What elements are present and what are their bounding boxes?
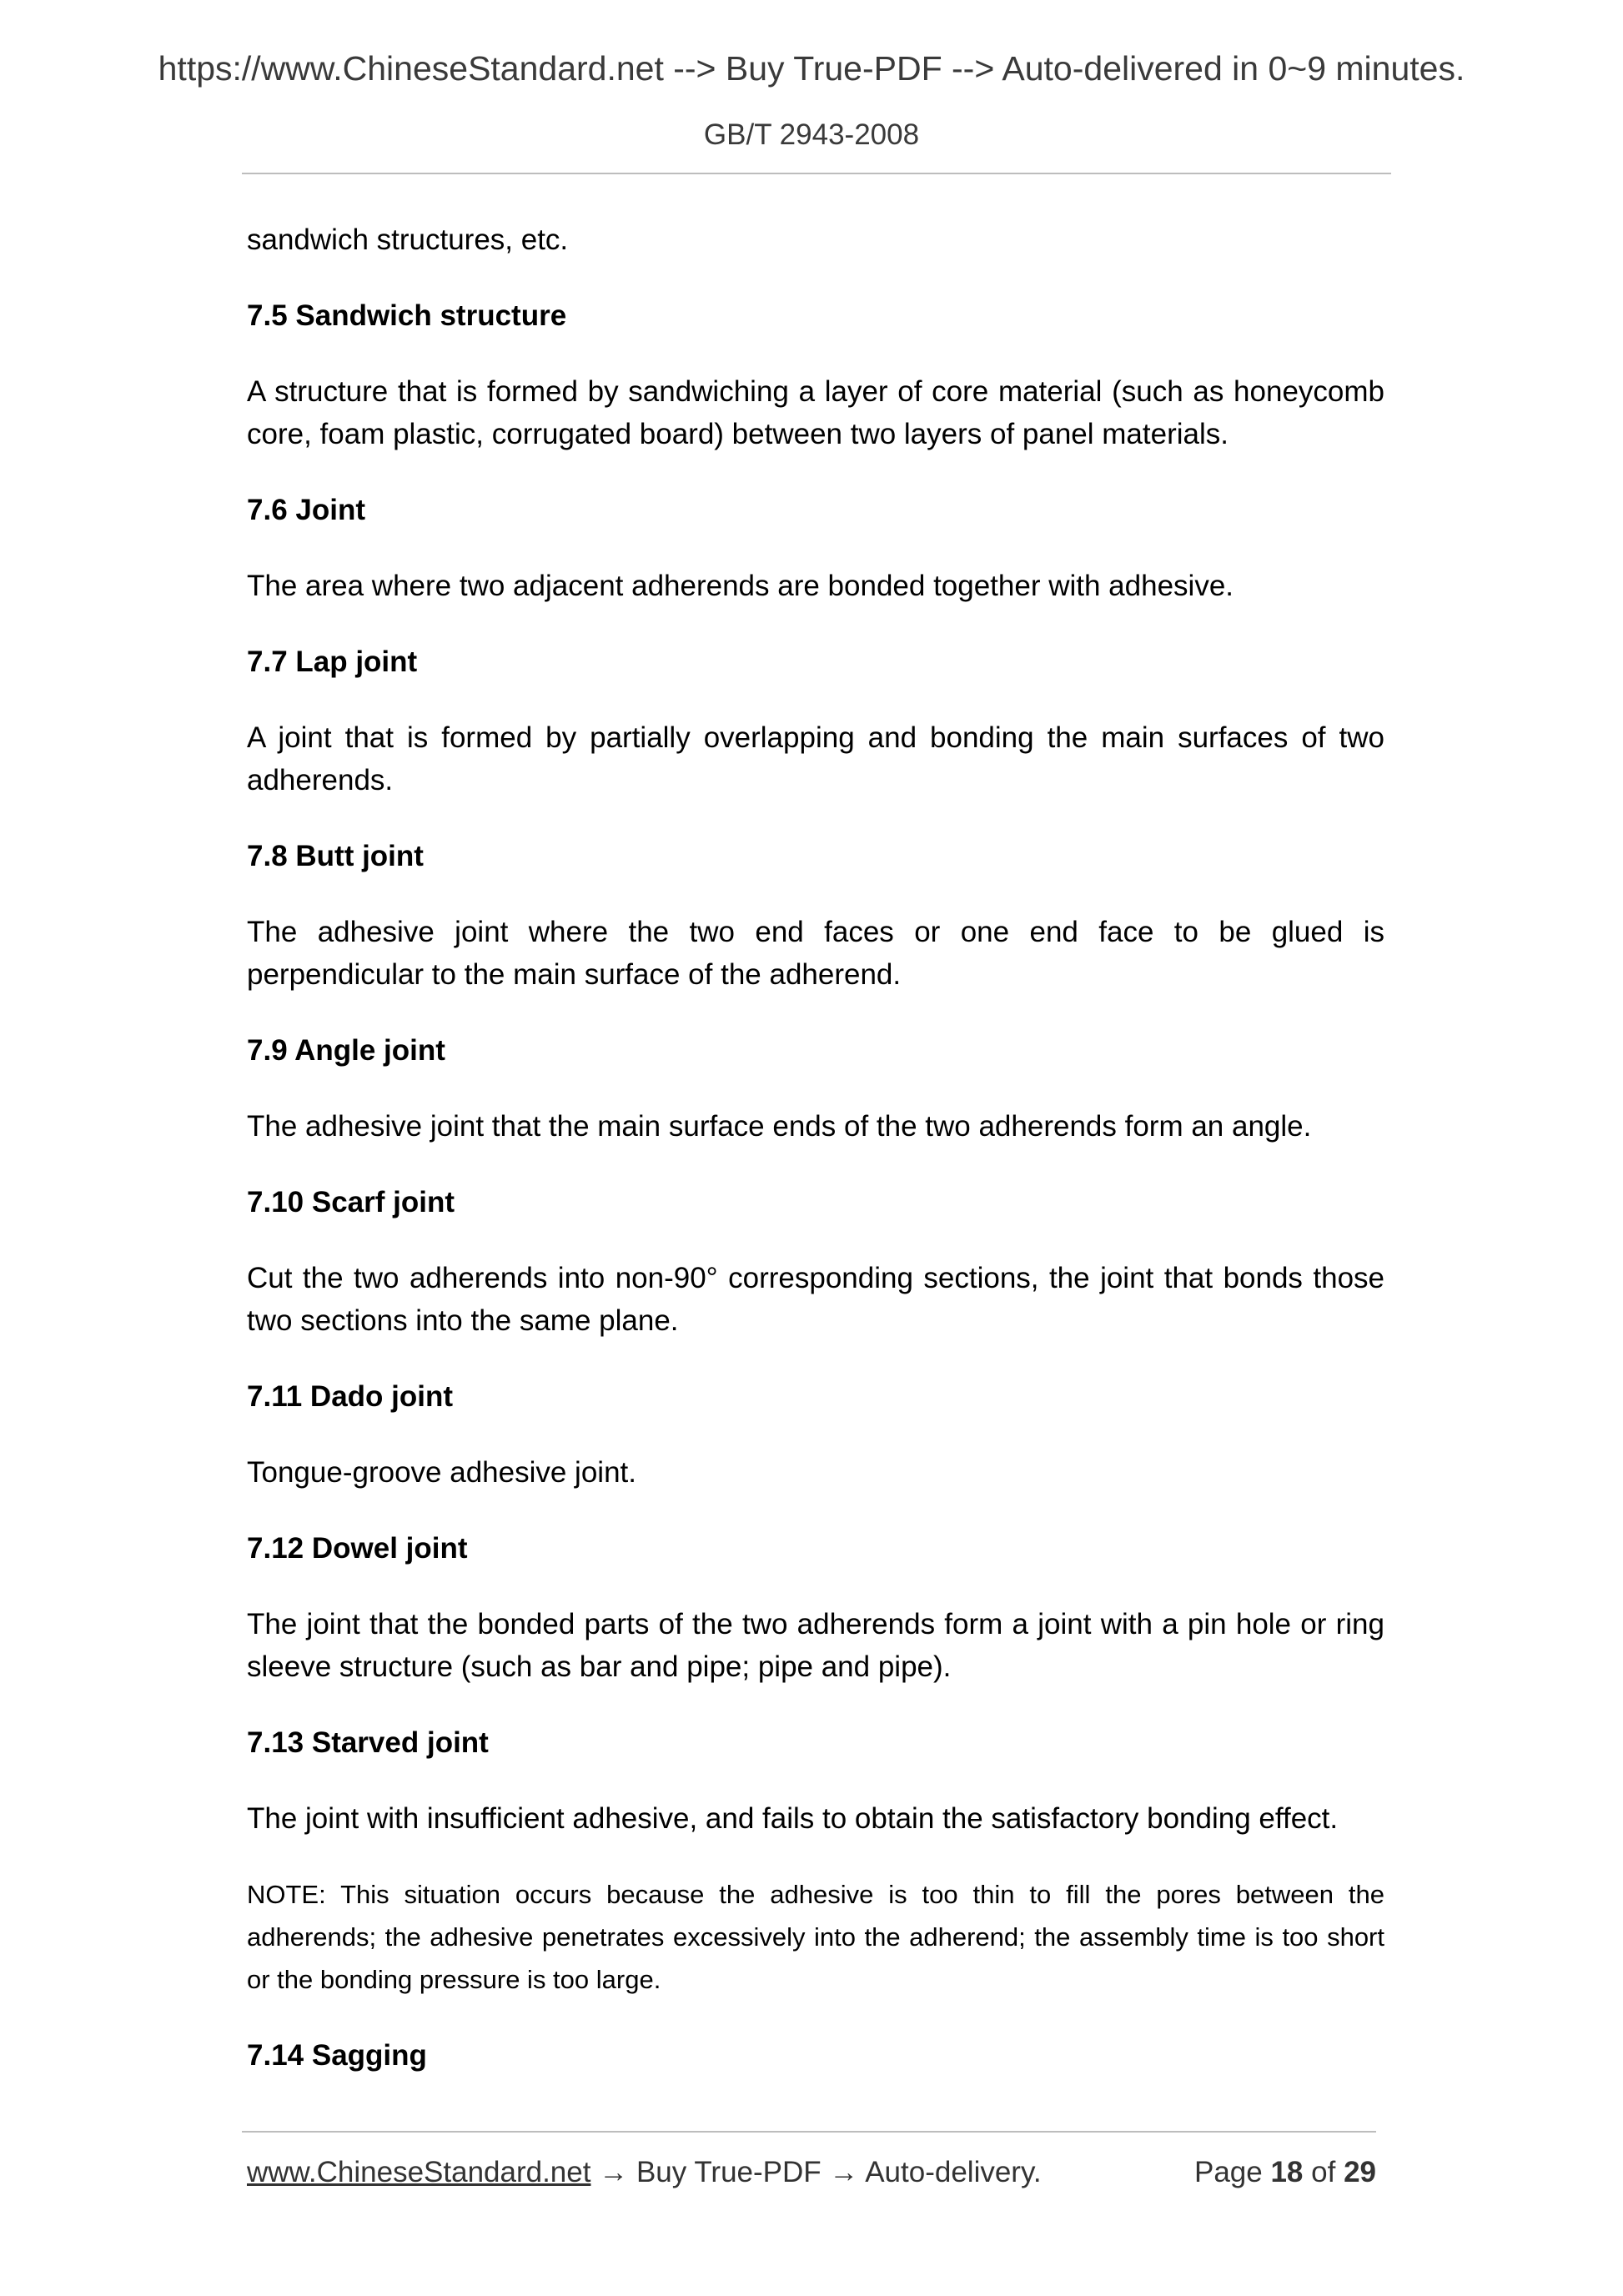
section-heading-7-12: 7.12 Dowel joint [247,1532,468,1565]
page-footer [247,2152,1376,2193]
buy-true-pdf-text: Buy True-PDF [636,2156,822,2188]
of-label: of [1311,2156,1336,2188]
page-indicator [1194,2152,1376,2193]
page-number: 18 [1270,2156,1304,2188]
section-text-7-10: Cut the two adherends into non-90° corresponding sections, the joint that bonds those two sections into the same plane. [247,1262,1384,1337]
document-body [247,219,1384,2110]
section-heading-7-7: 7.7 Lap joint [247,646,418,678]
document-code: GB/T 2943-2008 [703,118,920,151]
section-text-7-6: The area where two adjacent adherends are bonded together with adhesive. [247,570,1234,602]
section-heading-7-10: 7.10 Scarf joint [247,1186,455,1218]
arrow-right-icon: → [599,2156,629,2188]
footer-divider [242,2131,1376,2133]
header-divider [242,173,1391,174]
section-text-7-7: A joint that is formed by partially overlapping and bonding the main surfaces of two adherends. [247,721,1384,796]
intro-text: sandwich structures, etc. [247,224,569,256]
page-label: Page [1193,2156,1263,2188]
section-heading-7-6: 7.6 Joint [247,494,365,526]
section-heading-7-5: 7.5 Sandwich structure [247,299,567,332]
section-text-7-9: The adhesive joint that the main surface ends of the two adherends form an angle. [247,1110,1312,1143]
section-text-7-12: The joint that the bonded parts of the two adherends form a joint with a pin hole or ring sleeve structure (such as bar and pipe; pipe and pipe). [247,1608,1384,1683]
section-text-7-8: The adhesive joint where the two end faces or one end face to be glued is perpendicular to the main surface of the adherend. [247,916,1384,991]
top-banner: https://www.ChineseStandard.net --> Buy True-PDF --> Auto-delivered in 0~9 minutes. [158,49,1465,88]
section-text-7-13: The joint with insufficient adhesive, and fails to obtain the satisfactory bonding effect. [247,1802,1339,1835]
section-heading-7-8: 7.8 Butt joint [247,840,424,872]
section-heading-7-14: 7.14 Sagging [247,2039,427,2072]
section-heading-7-9: 7.9 Angle joint [247,1034,445,1067]
arrow-right-icon: → [829,2156,859,2188]
website-link[interactable]: www.ChineseStandard.net [247,2156,591,2188]
section-text-7-11: Tongue-groove adhesive joint. [247,1456,636,1489]
section-heading-7-11: 7.11 Dado joint [247,1380,453,1413]
section-text-7-5: A structure that is formed by sandwiching a layer of core material (such as honeycomb core, foam plastic, corrugated board) between two layers of panel materials. [247,375,1384,450]
section-heading-7-13: 7.13 Starved joint [247,1726,489,1759]
section-note-7-13: NOTE: This situation occurs because the adhesive is too thin to fill the pores between the adherends; the adhesive penetrates excessively into the adherend; the assembly time is too short or the bonding pressure is too large. [247,1880,1384,1994]
auto-delivery-text: Auto-delivery. [865,2156,1042,2188]
page-total: 29 [1344,2156,1376,2188]
